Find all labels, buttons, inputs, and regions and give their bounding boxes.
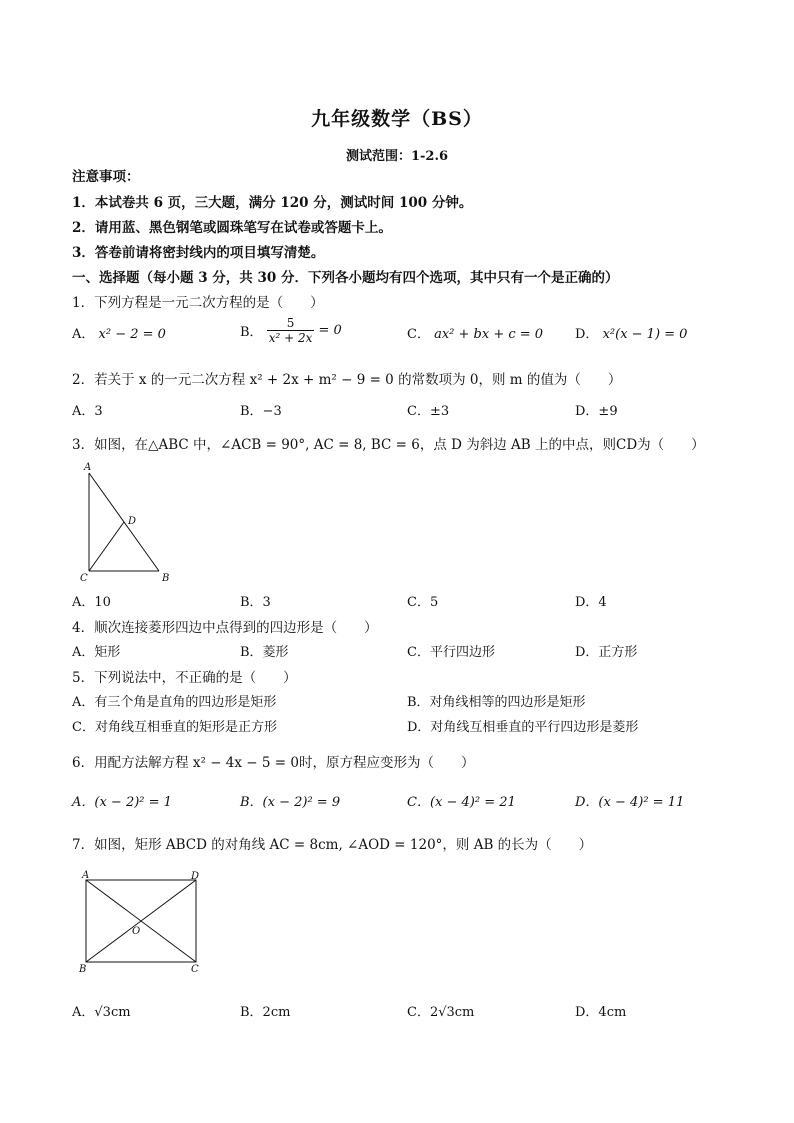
q6-option-b: B．(x − 2)² = 9 bbox=[240, 795, 341, 810]
page-title: 九年级数学（BS） bbox=[311, 108, 483, 130]
q5-option-c: C．对角线互相垂直的矩形是正方形 bbox=[72, 720, 277, 735]
q1-option-c: C． ax² + bx + c = 0 bbox=[407, 327, 544, 342]
q4-option-a: A．矩形 bbox=[72, 645, 121, 660]
q5-option-b: B．对角线相等的四边形是矩形 bbox=[407, 695, 586, 710]
triangle-abc-figure bbox=[76, 460, 186, 585]
q3-option-a: A．10 bbox=[72, 595, 111, 610]
notes-heading: 注意事项： bbox=[72, 169, 140, 185]
question-2-stem: 2．若关于 x 的一元二次方程 x² + 2x + m² − 9 = 0 的常数项为 0，则 m 的值为（ ） bbox=[72, 372, 622, 388]
label-c: C bbox=[191, 964, 199, 975]
q6-option-a: A．(x − 2)² = 1 bbox=[72, 795, 172, 810]
label-o: O bbox=[132, 926, 141, 937]
note-item-1: 1．本试卷共 6 页，三大题，满分 120 分，测试时间 100 分钟。 bbox=[72, 195, 473, 211]
label-d: D bbox=[128, 516, 137, 527]
q6-option-d: D．(x − 4)² = 11 bbox=[575, 795, 685, 810]
note-item-3: 3．答卷前请将密封线内的项目填写清楚。 bbox=[72, 245, 325, 261]
q5-option-d: D．对角线互相垂直的平行四边形是菱形 bbox=[407, 720, 639, 735]
note-item-2: 2．请用蓝、黑色钢笔或圆珠笔写在试卷或答题卡上。 bbox=[72, 220, 392, 236]
question-6-stem: 6．用配方法解方程 x² − 4x − 5 = 0时，原方程应变形为（ ） bbox=[72, 755, 475, 771]
q1-option-a: A． x² − 2 = 0 bbox=[72, 327, 166, 342]
q4-option-b: B．菱形 bbox=[240, 645, 289, 660]
label-c: C bbox=[80, 573, 88, 584]
question-3-stem: 3．如图，在△ABC 中，∠ACB = 90°, AC = 8, BC = 6，点 D 为斜边 AB 上的中点，则CD为（ ） bbox=[72, 437, 705, 453]
test-scope: 测试范围：1-2.6 bbox=[345, 149, 449, 164]
q4-option-c: C．平行四边形 bbox=[407, 645, 495, 660]
q2-option-b: B．−3 bbox=[240, 404, 282, 419]
label-a: A bbox=[82, 870, 90, 881]
rectangle-abcd-figure bbox=[74, 868, 209, 976]
q6-option-c: C．(x − 4)² = 21 bbox=[407, 795, 516, 810]
label-a: A bbox=[84, 462, 92, 473]
q2-option-c: C．±3 bbox=[407, 404, 450, 419]
q7-option-c: C．2√3cm bbox=[407, 1005, 475, 1020]
q2-option-a: A．3 bbox=[72, 404, 103, 419]
q3-option-b: B．3 bbox=[240, 595, 271, 610]
label-b: B bbox=[79, 964, 87, 975]
label-b: B bbox=[162, 573, 170, 584]
q7-option-b: B．2cm bbox=[240, 1005, 291, 1020]
median-cd bbox=[89, 522, 124, 571]
question-7-stem: 7．如图，矩形 ABCD 的对角线 AC = 8cm, ∠AOD = 120°，则 AB 的长为（ ） bbox=[72, 837, 593, 853]
section-heading: 一、选择题（每小题 3 分，共 30 分．下列各小题均有四个选项，其中只有一个是正确的） bbox=[72, 270, 619, 286]
q3-option-c: C．5 bbox=[407, 595, 439, 610]
q2-option-d: D．±9 bbox=[575, 404, 618, 419]
q4-option-d: D．正方形 bbox=[575, 645, 638, 660]
q1-option-b: B． $\frac{5}{\text{x² + 2x}}$ = 0 bbox=[240, 316, 342, 345]
question-1-stem: 1．下列方程是一元二次方程的是（ ） bbox=[72, 295, 324, 311]
question-5-stem: 5．下列说法中，不正确的是（ ） bbox=[72, 670, 297, 686]
q3-option-d: D．4 bbox=[575, 595, 607, 610]
q7-option-d: D．4cm bbox=[575, 1005, 627, 1020]
q1-option-b-fraction: $\frac{5}{\text{x² + 2x}}$ bbox=[268, 316, 313, 345]
q1-option-d: D． x²(x − 1) = 0 bbox=[575, 327, 688, 342]
question-4-stem: 4．顺次连接菱形四边中点得到的四边形是（ ） bbox=[72, 620, 378, 636]
q5-option-a: A．有三个角是直角的四边形是矩形 bbox=[72, 695, 277, 710]
label-d: D bbox=[191, 871, 200, 882]
q7-option-a: A．√3cm bbox=[72, 1005, 131, 1020]
